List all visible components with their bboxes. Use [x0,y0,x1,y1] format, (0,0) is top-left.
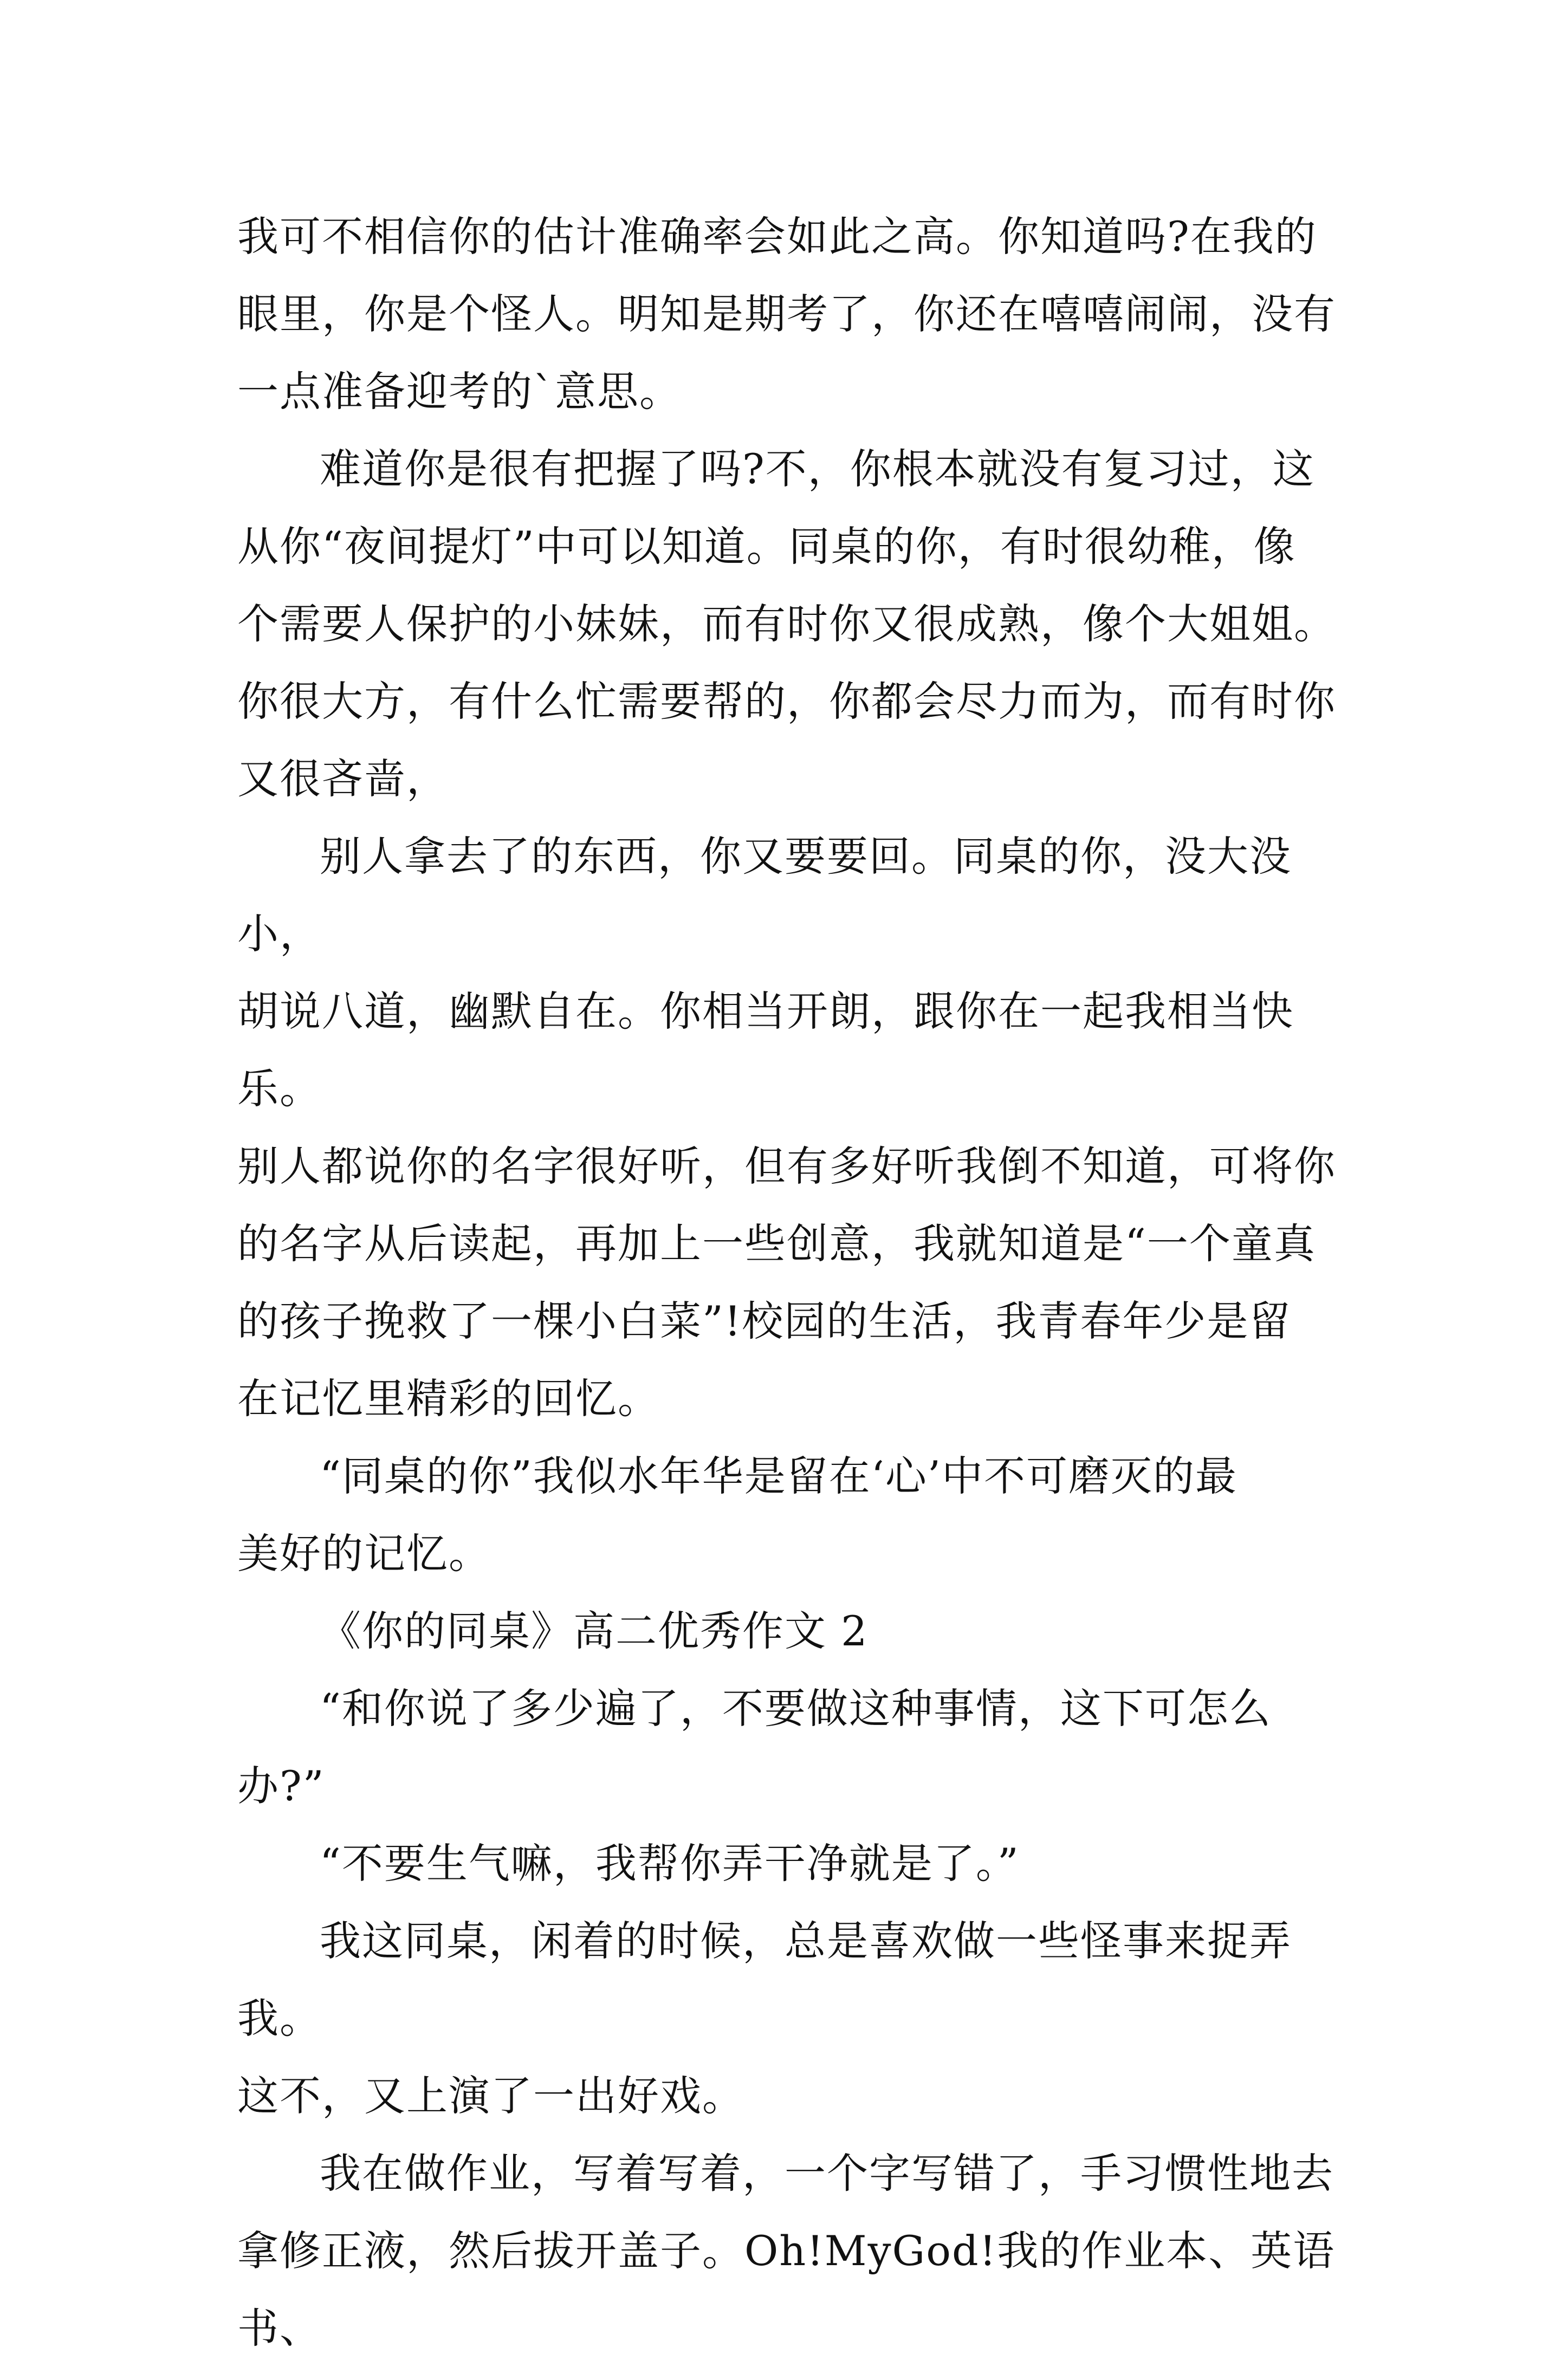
text-line: 我在做作业，写着写着，一个字写错了，手习惯性地去 [320,2149,1334,2197]
text-line: 又很吝啬， [237,755,449,803]
text-line: 拿修正液，然后拔开盖子。Oh!MyGod!我的作业本、英语书、 [237,2227,1336,2352]
text-line: 从你“夜间提灯”中可以知道。同桌的你，有时很幼稚，像 [237,522,1296,570]
text-line: 眼里，你是个怪人。明知是期考了，你还在嘻嘻闹闹，没有 [237,290,1336,338]
text-line: 胡说八道，幽默自在。你相当开朗，跟你在一起我相当快乐。 [237,987,1294,1113]
text-line: “不要生气嘛，我帮你弄干净就是了。” [320,1839,1020,1888]
text-line: 难道你是很有把握了吗?不，你根本就没有复习过，这 [320,445,1315,493]
text-line: 别人都说你的名字很好听，但有多好听我倒不知道，可将你 [237,1142,1336,1190]
text-line: 个需要人保护的小妹妹，而有时你又很成熟，像个大姐姐。 [237,600,1336,648]
text-line: 一点准备迎考的`意思。 [237,367,682,416]
text-line: 别人拿去了的东西，你又要要回。同桌的你，没大没小， [237,832,1292,958]
text-line: 我这同桌，闲着的时候，总是喜欢做一些怪事来捉弄我。 [237,1917,1292,2042]
text-line: 办?” [237,1762,325,1810]
text-line: 美好的记忆。 [237,1529,491,1578]
text-line: 这不，又上演了一出好戏。 [237,2072,744,2120]
text-line: 你很大方，有什么忙需要帮的，你都会尽力而为，而有时你 [237,677,1336,725]
text-line: 的孩子挽救了一棵小白菜”!校园的生活，我青春年少是留 [237,1297,1292,1345]
text-line: 在记忆里精彩的回忆。 [237,1374,660,1423]
document-body [237,198,1353,2367]
text-line: “同桌的你”我似水年华是留在‘心’中不可磨灭的最 [320,1452,1238,1500]
text-line: 我可不相信你的估计准确率会如此之高。你知道吗?在我的 [237,212,1317,261]
text-line: “和你说了多少遍了，不要做这种事情，这下可怎么 [320,1684,1272,1733]
section-heading: 《你的同桌》高二优秀作文 2 [320,1607,869,1655]
text-line: 的名字从后读起，再加上一些创意，我就知道是“一个童真 [237,1220,1316,1268]
